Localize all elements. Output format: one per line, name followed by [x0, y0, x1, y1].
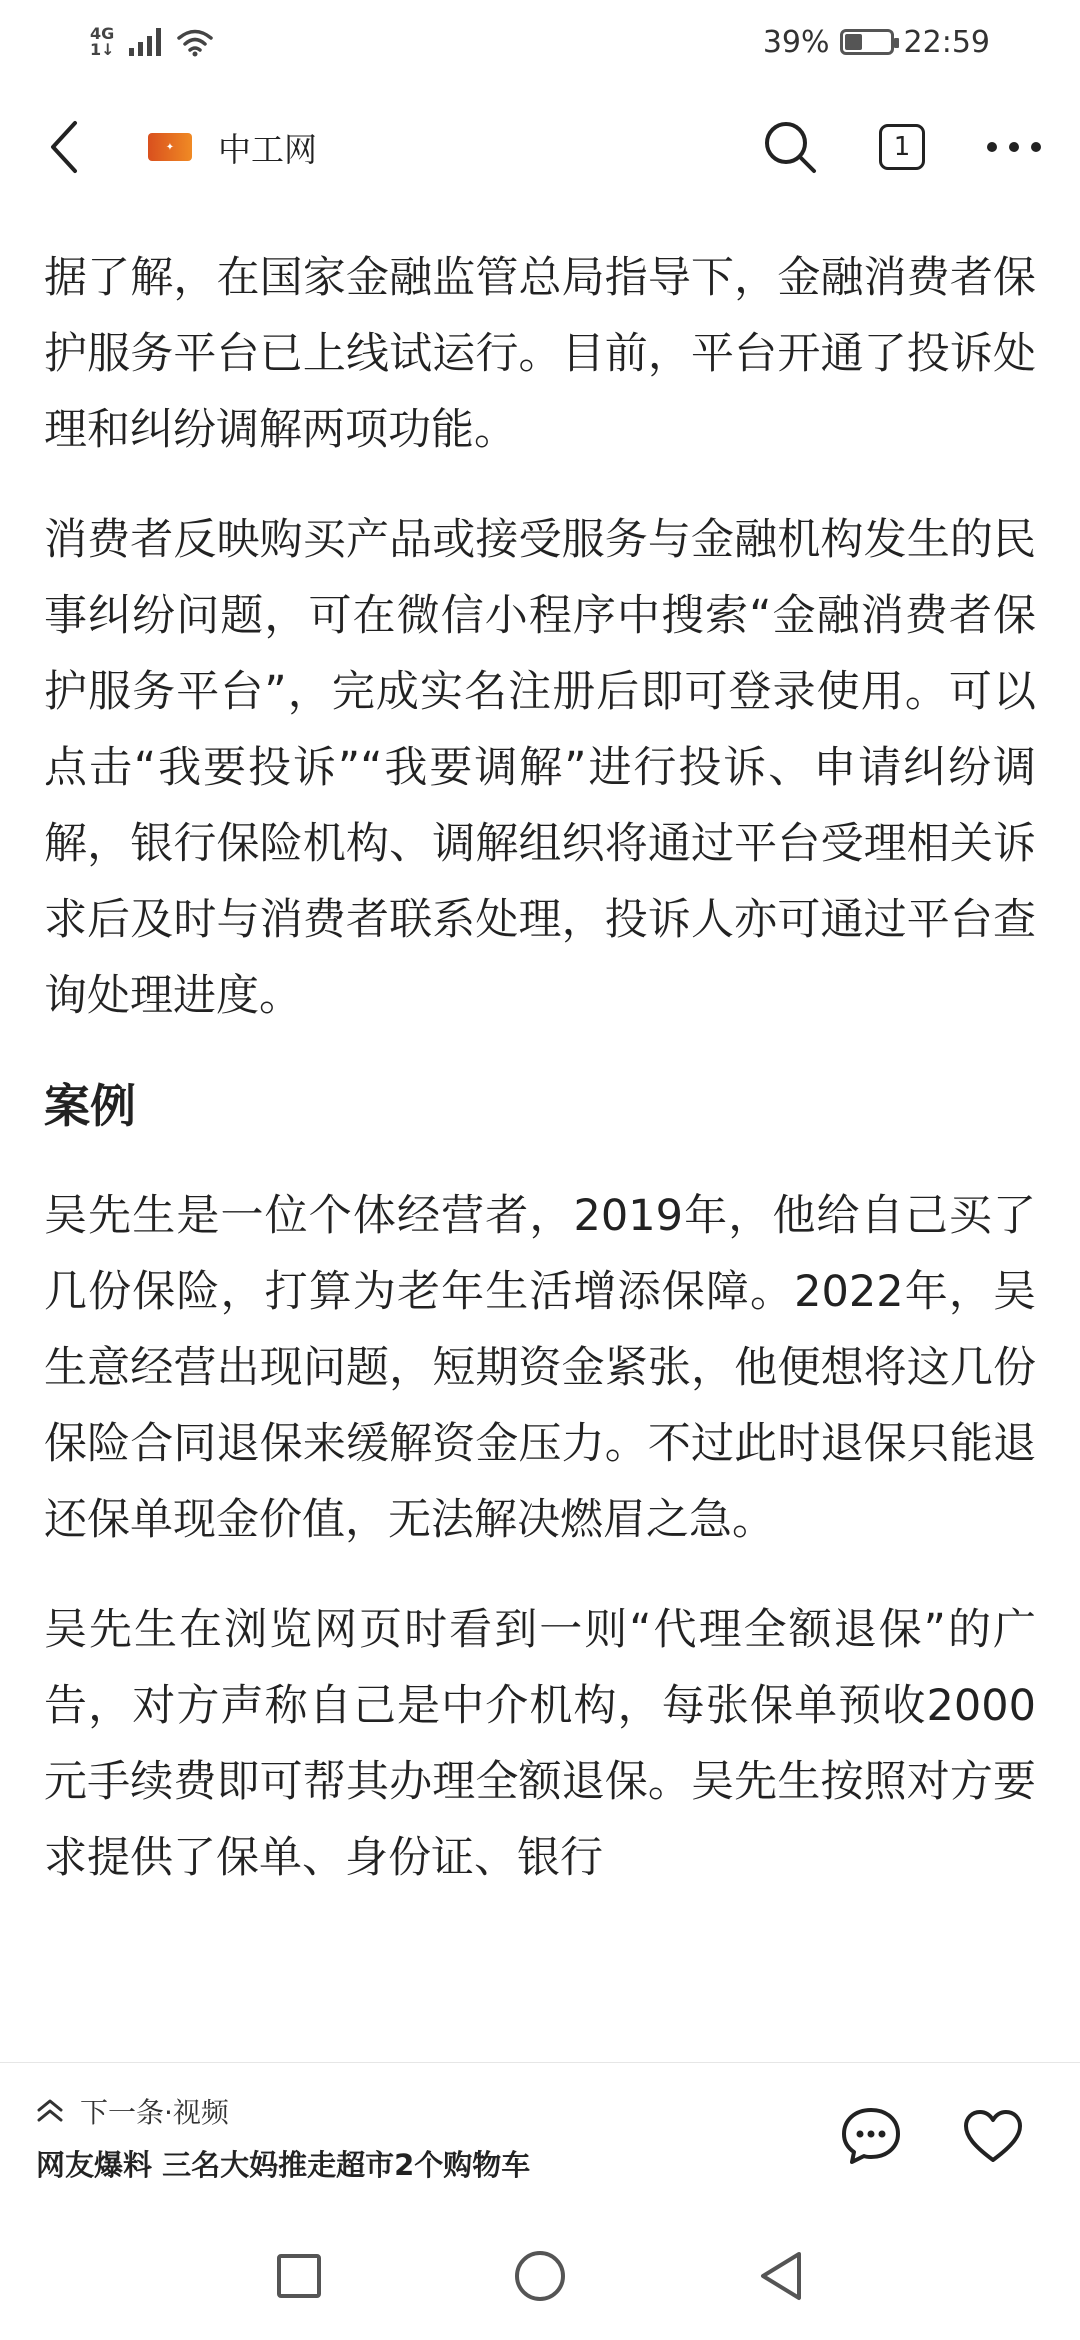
article-paragraph: 吴先生是一位个体经营者，2019年，他给自己买了几份保险，打算为老年生活增添保障。2022年，吴生意经营出现问题，短期资金紧张，他便想将这几份保险合同退保来缓解资金压力。不过此时退保只能退还保单现金价值，无法解决燃眉之急。 [44, 1191, 1036, 1545]
home-circle-icon[interactable] [513, 2249, 567, 2303]
tabs-button[interactable] [872, 117, 932, 177]
more-button[interactable] [984, 117, 1044, 177]
back-button[interactable] [36, 107, 92, 187]
double-chevron-up-icon [36, 2098, 64, 2124]
article-body[interactable] [0, 210, 1080, 2062]
status-right [763, 25, 990, 60]
nav-actions [760, 117, 1044, 177]
next-article-link[interactable] [36, 2091, 530, 2184]
system-nav-bar [0, 2212, 1080, 2340]
back-triangle-icon[interactable] [757, 2250, 805, 2302]
search-button[interactable] [760, 117, 820, 177]
battery-icon [840, 29, 894, 55]
more-dots-icon [986, 141, 1042, 153]
search-icon [763, 120, 817, 174]
top-nav-bar [0, 84, 1080, 210]
bottom-actions [840, 2106, 1044, 2170]
bottom-bar [0, 2062, 1080, 2212]
next-title: 网友爆料 三名大妈推走超市2个购物车 [36, 2148, 531, 2182]
network-type: 4G [90, 24, 115, 43]
article-paragraph: 消费者反映购买产品或接受服务与金融机构发生的民事纠纷问题，可在微信小程序中搜索“金融消费者保护服务平台”，完成实名注册后即可登录使用。可以点击“我要投诉”“我要调解”进行投诉、申请纠纷调解，银行保险机构、调解组织将通过平台受理相关诉求后及时与消费者联系处理，投诉人亦可通过平台查询处理进度。 [44, 515, 1036, 1021]
clock: 22:59 [903, 24, 990, 60]
network-indicator [90, 26, 115, 58]
next-label-row [36, 2091, 530, 2131]
comment-button[interactable] [840, 2106, 902, 2170]
status-bar [0, 0, 1080, 84]
article-paragraph: 吴先生在浏览网页时看到一则“代理全额退保”的广告，对方声称自己是中介机构，每张保单预收2000元手续费即可帮其办理全额退保。吴先生按照对方要求提供了保单、身份证、银行 [44, 1605, 1036, 1883]
next-label: 下一条·视频 [80, 2096, 229, 2129]
like-button[interactable] [962, 2108, 1024, 2168]
site-logo: ✦ [148, 133, 192, 161]
comment-icon [840, 2106, 902, 2166]
recents-square-icon[interactable] [275, 2252, 323, 2300]
section-heading: 案例 [44, 1079, 136, 1133]
wifi-icon [175, 27, 215, 57]
battery-fill [845, 34, 862, 50]
chevron-left-icon [49, 120, 79, 174]
signal-icon [129, 28, 161, 56]
battery-percent: 39% [762, 24, 830, 60]
status-left [90, 26, 215, 58]
article-paragraph: 据了解，在国家金融监管总局指导下，金融消费者保护服务平台已上线试运行。目前，平台开通了投诉处理和纠纷调解两项功能。 [44, 253, 1036, 455]
network-activity: 1↓ [90, 40, 115, 59]
tab-count-badge: 1 [879, 124, 925, 170]
heart-icon [962, 2108, 1024, 2164]
site-name: 中工网 [218, 129, 317, 169]
